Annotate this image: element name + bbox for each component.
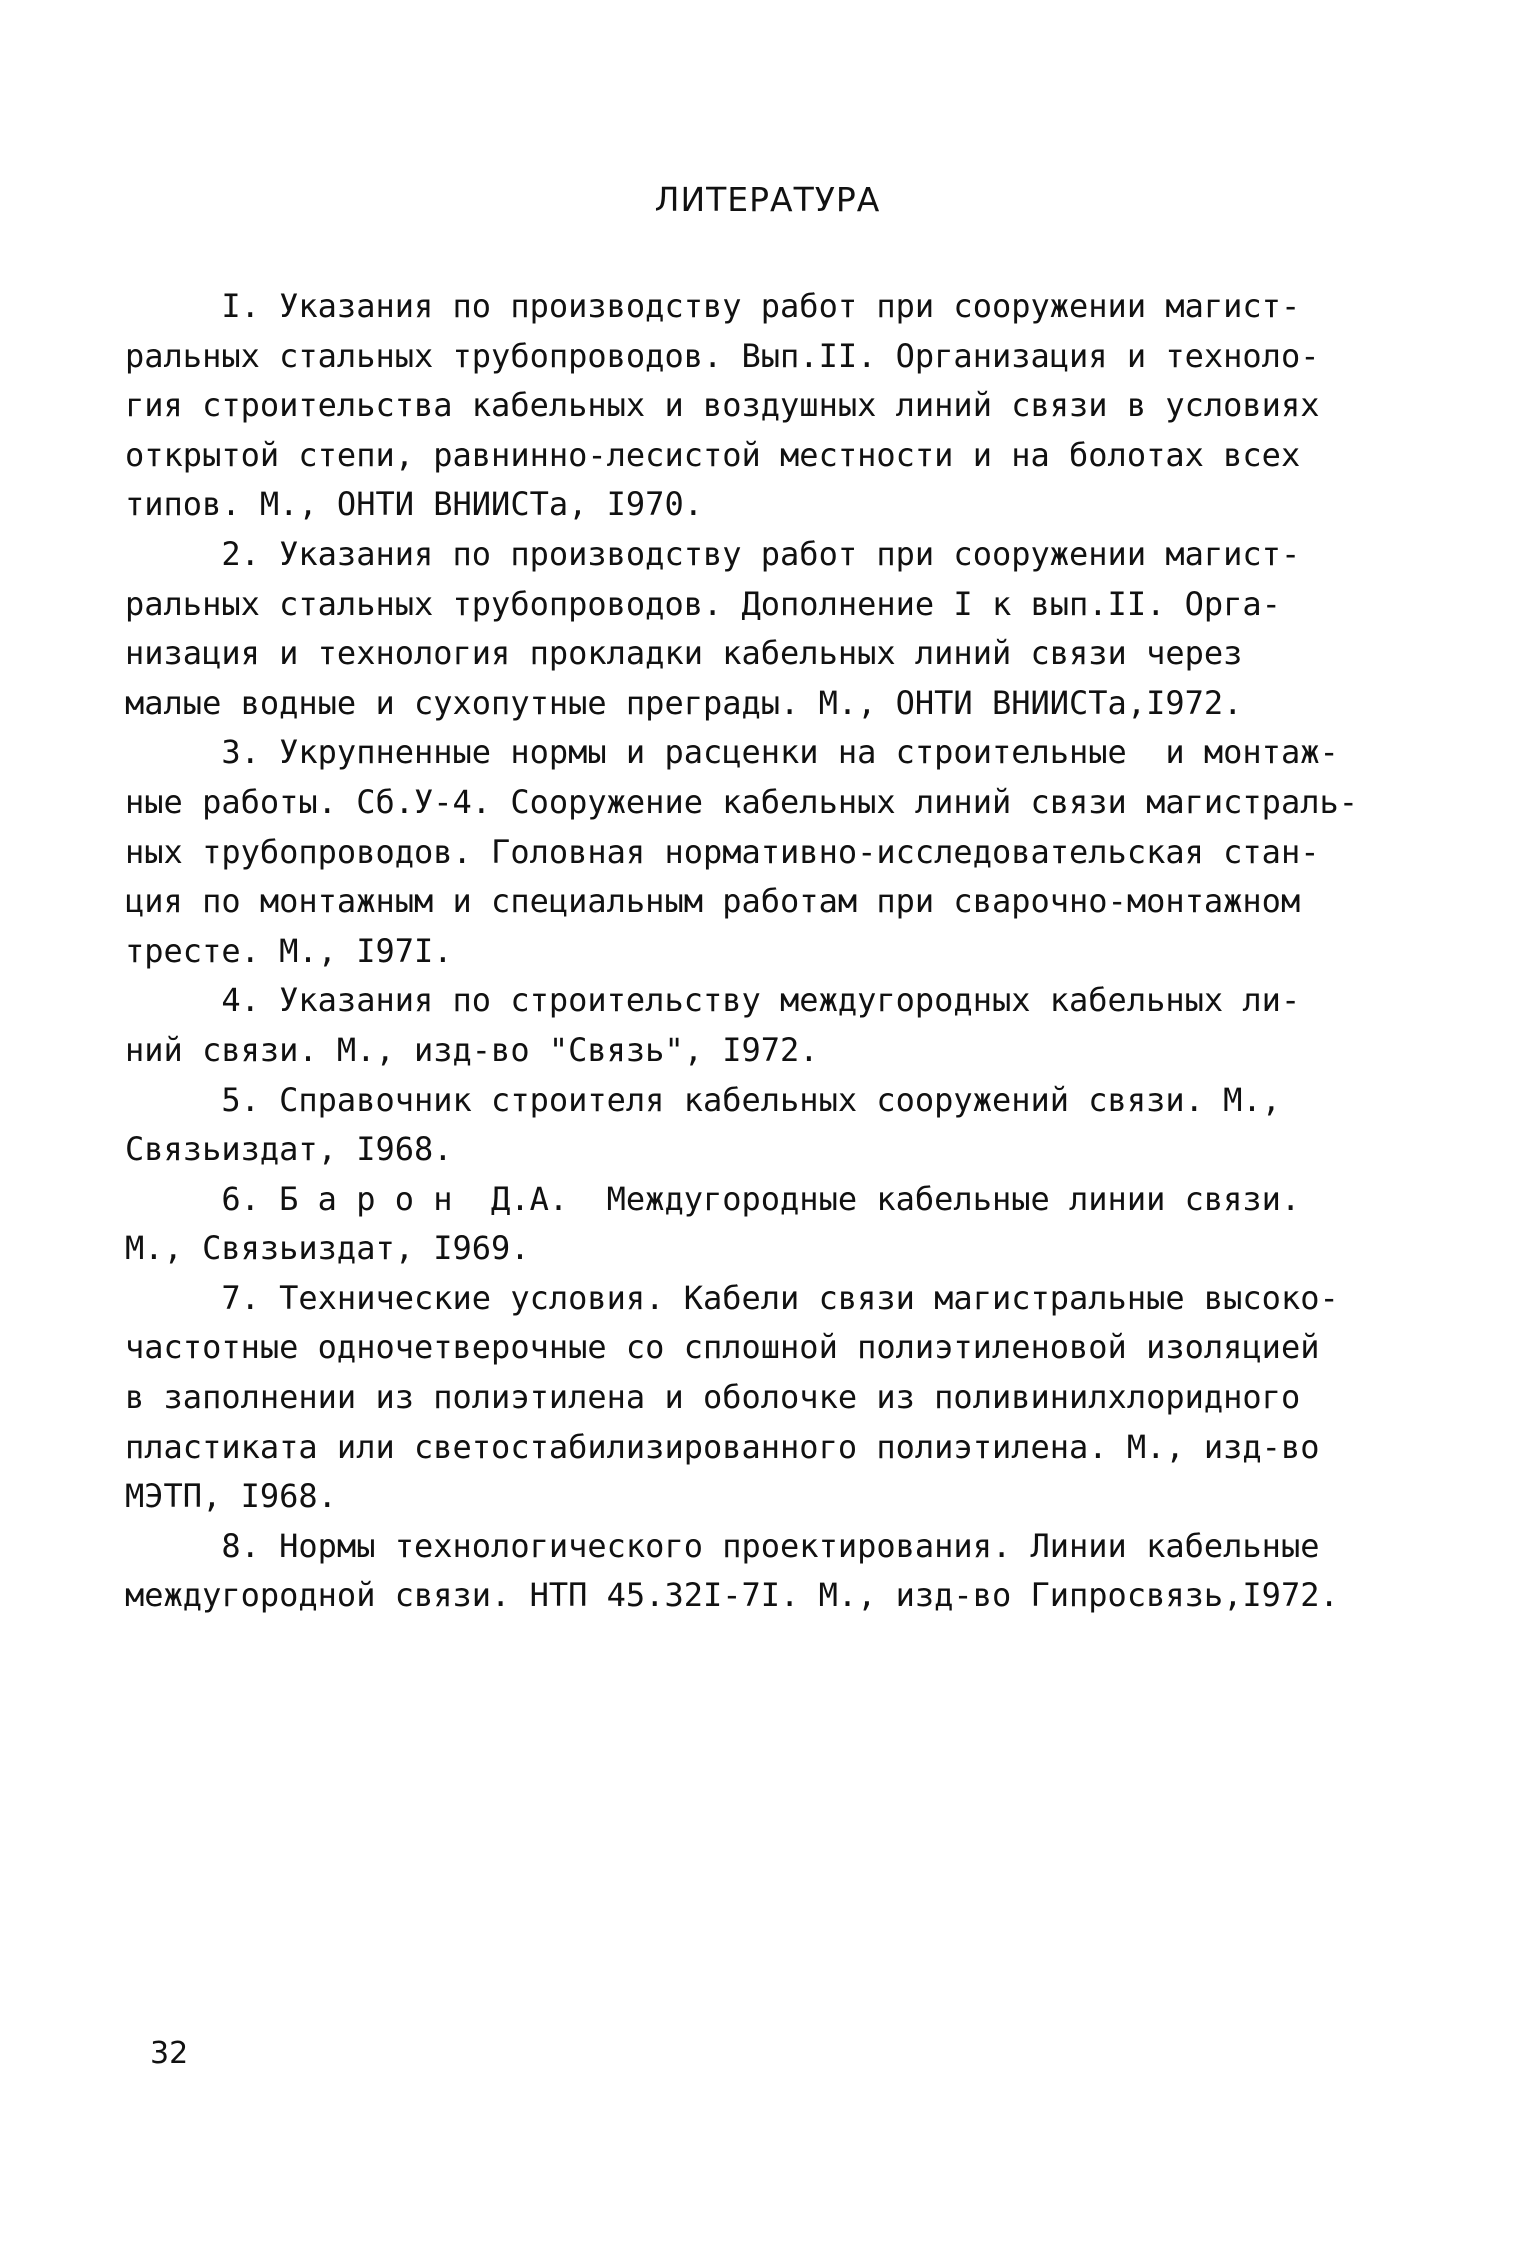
- reference-line: в заполнении из полиэтилена и оболочке из поливинилхлоридного: [125, 1378, 1301, 1417]
- reference-line: 3. Укрупненные нормы и расценки на строительные и монтаж-: [125, 733, 1339, 772]
- reference-item-3: [125, 728, 1400, 976]
- reference-line: М., Связьиздат, I969.: [125, 1229, 530, 1268]
- reference-line: ральных стальных трубопроводов. Вып.II. Организация и техноло-: [125, 336, 1320, 375]
- reference-line: 8. Нормы технологического проектирования. Линии кабельные: [125, 1526, 1320, 1565]
- reference-line: гия строительства кабельных и воздушных линий связи в условиях: [125, 386, 1320, 425]
- reference-item-5: [125, 1076, 1400, 1175]
- reference-line: частотные одночетверочные со сплошной полиэтиленовой изоляцией: [125, 1328, 1320, 1367]
- reference-line: 2. Указания по производству работ при сооружении магист-: [125, 534, 1301, 573]
- reference-line: тресте. М., I97I.: [125, 931, 453, 970]
- reference-item-8: [125, 1522, 1400, 1621]
- reference-line: 4. Указания по строительству междугородных кабельных ли-: [125, 981, 1301, 1020]
- reference-line: низация и технология прокладки кабельных линий связи через: [125, 634, 1243, 673]
- reference-line: I. Указания по производству работ при сооружении магист-: [125, 287, 1301, 325]
- reference-line: пластиката или светостабилизированного полиэтилена. М., изд-во: [125, 1427, 1320, 1466]
- reference-line: ные работы. Сб.У-4. Сооружение кабельных линий связи магистраль-: [125, 782, 1358, 821]
- reference-line: 6. Б а р о н Д.А. Междугородные кабельные линии связи.: [125, 1179, 1301, 1218]
- reference-item-4: [125, 976, 1400, 1075]
- reference-item-6: [125, 1175, 1400, 1274]
- page-heading: ЛИТЕРАТУРА: [654, 180, 881, 219]
- reference-line: открытой степи, равнинно-лесистой местности и на болотах всех: [125, 435, 1301, 474]
- reference-item-2: [125, 530, 1400, 728]
- reference-line: междугородной связи. НТП 45.32I-7I. М., изд-во Гипросвязь,I972.: [125, 1576, 1339, 1615]
- reference-item-1: [125, 282, 1400, 530]
- reference-line: ных трубопроводов. Головная нормативно-исследовательская стан-: [125, 832, 1320, 871]
- reference-line: ний связи. М., изд-во "Связь", I972.: [125, 1030, 819, 1069]
- reference-line: Связьиздат, I968.: [125, 1130, 453, 1169]
- reference-line: МЭТП, I968.: [125, 1477, 337, 1516]
- reference-line: малые водные и сухопутные преграды. М., ОНТИ ВНИИСТа,I972.: [125, 683, 1243, 722]
- reference-line: 7. Технические условия. Кабели связи магистральные высоко-: [125, 1278, 1339, 1317]
- reference-line: ция по монтажным и специальным работам при сварочно-монтажном: [125, 882, 1301, 921]
- reference-line: ральных стальных трубопроводов. Дополнение I к вып.II. Орга-: [125, 584, 1281, 623]
- page-number: 32: [150, 2036, 189, 2071]
- reference-line: типов. М., ОНТИ ВНИИСТа, I970.: [125, 485, 703, 524]
- reference-line: 5. Справочник строителя кабельных сооружений связи. М.,: [125, 1080, 1281, 1119]
- reference-item-7: [125, 1274, 1400, 1522]
- reference-list: [125, 282, 1400, 1621]
